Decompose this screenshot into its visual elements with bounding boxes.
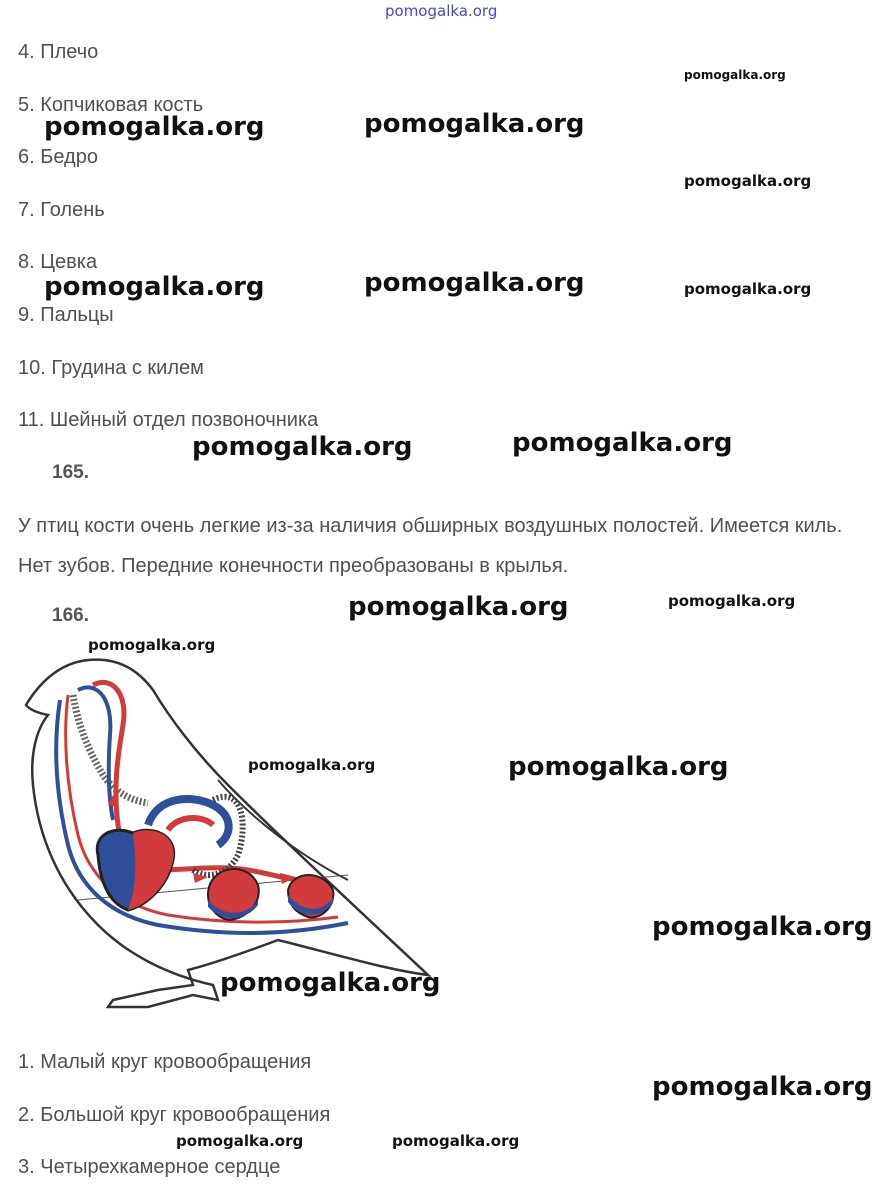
watermark: pomogalka.org (88, 636, 216, 654)
list-item: 5. Копчиковая кость (18, 94, 204, 116)
watermark: pomogalka.org (684, 68, 786, 82)
list-item: 11. Шейный отдел позвоночника (18, 409, 319, 431)
watermark: pomogalka.org (44, 112, 265, 142)
list-item: 6. Бедро (18, 146, 98, 168)
watermark: pomogalka.org (44, 272, 265, 302)
watermark: pomogalka.org (652, 1072, 873, 1102)
list-item: 9. Пальцы (18, 304, 114, 326)
watermark: pomogalka.org (392, 1132, 520, 1150)
list-item: 7. Голень (18, 199, 105, 221)
legend-item: 3. Четырехкамерное сердце (18, 1156, 281, 1178)
list-item: 4. Плечо (18, 41, 99, 63)
watermark: pomogalka.org (176, 1132, 304, 1150)
watermark: pomogalka.org (248, 756, 376, 774)
watermark: pomogalka.org (684, 280, 812, 298)
watermark: pomogalka.org (220, 968, 441, 998)
watermark: pomogalka.org (512, 428, 733, 458)
task-number-165: 165. (52, 462, 89, 483)
task-165-text: У птиц кости очень легкие из-за наличия обширных воздушных полостей. Имеется киль. Нет зубов. Передние конечности преобразованы в крылья. (18, 515, 843, 577)
watermark: pomogalka.org (192, 432, 413, 462)
legend-item: 1. Малый круг кровообращения (18, 1051, 312, 1073)
task-number-166: 166. (52, 605, 89, 626)
watermark: pomogalka.org (652, 912, 873, 942)
legend-item: 2. Большой круг кровообращения (18, 1104, 331, 1126)
watermark: pomogalka.org (508, 752, 729, 782)
list-item: 10. Грудина с килем (18, 357, 204, 379)
bird-circulation-diagram (18, 655, 438, 1020)
watermark: pomogalka.org (364, 109, 585, 139)
watermark: pomogalka.org (348, 592, 569, 622)
watermark: pomogalka.org (364, 268, 585, 298)
watermark: pomogalka.org (668, 592, 796, 610)
list-item: 8. Цевка (18, 251, 98, 273)
site-header-link[interactable]: pomogalka.org (385, 2, 498, 20)
watermark: pomogalka.org (684, 172, 812, 190)
